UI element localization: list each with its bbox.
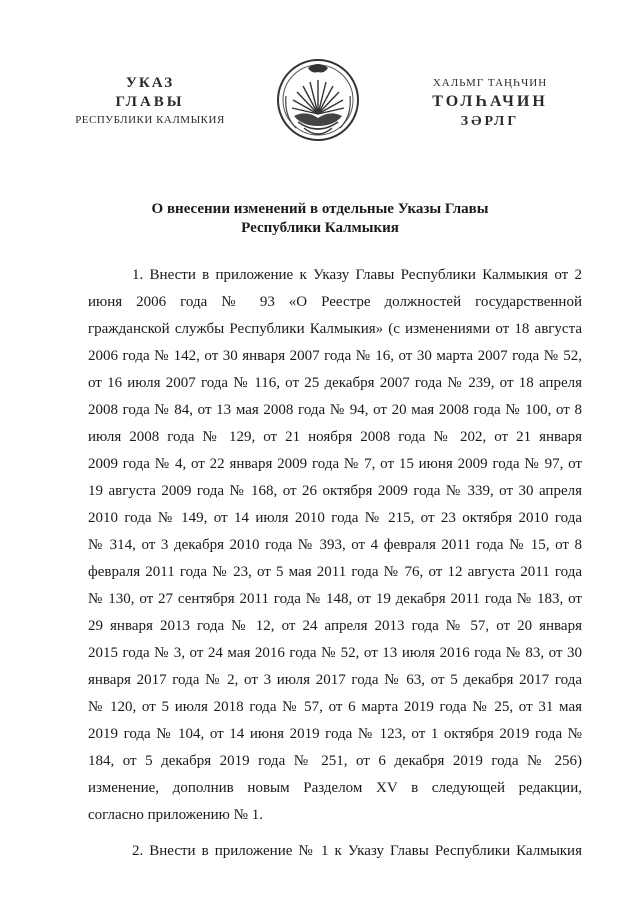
body-line: изменение, дополнив новым Разделом XV в следующей редакции, [88,780,582,796]
body-line: № 314, от 3 декабря 2010 года № 393, от 4 февраля 2011 года № 15, от 8 [88,537,582,553]
body-line: гражданской службы Республики Калмыкия» (с изменениями от 18 августа [88,321,582,337]
body-line: согласно приложению № 1. [88,807,263,823]
body-line: января 2017 года № 2, от 3 июля 2017 года № 63, от 5 декабря 2017 года [88,672,582,688]
body-line: 2. Внести в приложение № 1 к Указу Главы Республики Калмыкия [132,843,582,859]
body-line: июня 2006 года № 93 «О Реестре должностей государственной [88,294,582,310]
title-line1: О внесении изменений в отдельные Указы Главы [151,201,489,217]
document-title [80,200,560,238]
header-left-line3: РЕСПУБЛИКИ КАЛМЫКИЯ [75,114,225,126]
body-line: 2019 года № 104, от 14 июня 2019 года № 123, от 1 октября 2019 года № [88,726,582,742]
body-line: от 16 июля 2007 года № 116, от 25 декабря 2007 года № 239, от 18 апреля [88,375,582,391]
body-line: 2006 года № 142, от 30 января 2007 года № 16, от 30 марта 2007 года № 52, [88,348,582,364]
body-line: 19 августа 2009 года № 168, от 26 октября 2009 года № 339, от 30 апреля [88,483,582,499]
header-left-line2: ГЛАВЫ [115,94,185,110]
header-right-line1: ХАЛЬМГ ТАҢҺЧИН [432,77,548,89]
body-line: 1. Внести в приложение к Указу Главы Республики Калмыкия от 2 [132,267,582,283]
body-line: февраля 2011 года № 23, от 5 мая 2011 года № 76, от 12 августа 2011 года [88,564,582,580]
body-line: 2015 года № 3, от 24 мая 2016 года № 52, от 13 июля 2016 года № 83, от 30 [88,645,582,661]
body-line: 2009 года № 4, от 22 января 2009 года № 7, от 15 июня 2009 года № 97, от [88,456,582,472]
body-line: 2008 года № 84, от 13 мая 2008 года № 94, от 20 мая 2008 года № 100, от 8 [88,402,582,418]
header-russian [60,74,240,128]
body-line: № 130, от 27 сентября 2011 года № 148, от 19 декабря 2011 года № 183, от [88,591,582,607]
document-body [88,262,582,865]
header-right-line2: ТОЛҺАЧИН [432,93,548,110]
header-right-line3: ЗӘРЛГ [460,114,520,129]
title-line2: Республики Калмыкия [241,220,399,236]
body-line: 29 января 2013 года № 12, от 24 апреля 2013 года № 57, от 20 января [88,618,582,634]
header-left-line1: УКАЗ [125,75,175,91]
body-line: июля 2008 года № 129, от 21 ноября 2008 года № 202, от 21 января [88,429,582,445]
body-line: 184, от 5 декабря 2019 года № 251, от 6 декабря 2019 года № 256) [88,753,582,769]
coat-of-arms-emblem [272,56,364,144]
body-line: № 120, от 5 июля 2018 года № 57, от 6 марта 2019 года № 25, от 31 мая [88,699,582,715]
header-kalmyk [402,74,578,131]
body-line: 2010 года № 149, от 14 июля 2010 года № 215, от 23 октября 2010 года [88,510,582,526]
